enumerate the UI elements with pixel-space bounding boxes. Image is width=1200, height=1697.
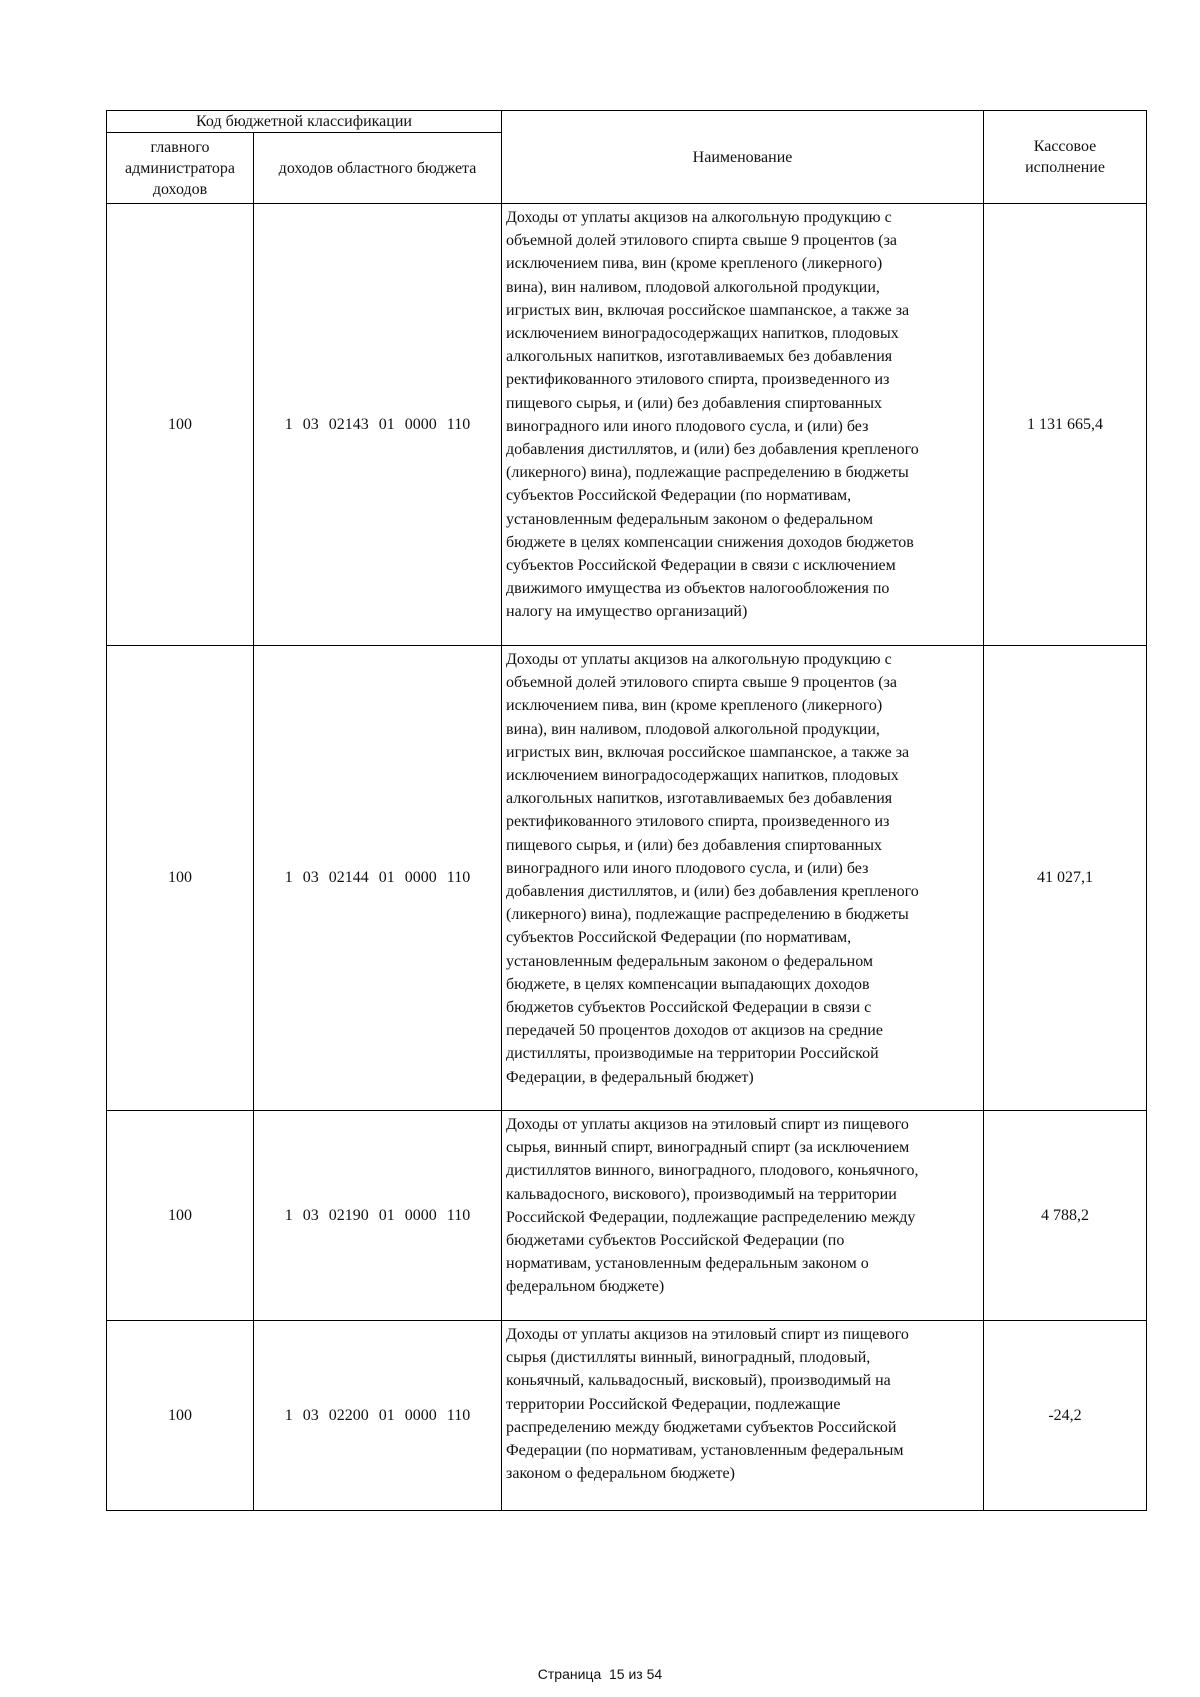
name-line: добавления дистиллятов, и (или) без добавления крепленого xyxy=(506,441,919,459)
name-line: ректификованного этилового спирта, произведенного из xyxy=(506,371,890,389)
name-line: исключением пива, вин (кроме крепленого (ликерного) xyxy=(506,697,883,715)
cell-name xyxy=(502,1321,984,1511)
cell-income-code: 1 03 02144 01 0000 110 xyxy=(254,646,502,1111)
name-line: бюджете, в целях компенсации выпадающих доходов xyxy=(506,975,870,993)
name-line: субъектов Российской Федерации в связи с исключением xyxy=(506,557,896,575)
header-admin-line-1: главного xyxy=(150,138,210,156)
name-line: субъектов Российской Федерации (по нормативам, xyxy=(506,487,852,505)
header-amount xyxy=(984,111,1147,204)
cell-income-code: 1 03 02143 01 0000 110 xyxy=(254,204,502,646)
page-total: 54 xyxy=(646,1666,663,1682)
name-line: игристых вин, включая российское шампанское, а также за xyxy=(506,301,910,319)
name-line: Российской Федерации, подлежащие распределению между xyxy=(506,1208,916,1226)
header-amount-line-2: исполнение xyxy=(1025,159,1105,176)
name-line: алкогольных напитков, изготавливаемых без добавления xyxy=(506,790,893,808)
header-admin xyxy=(107,133,254,204)
name-line: нормативам, установленным федеральным законом о xyxy=(506,1255,869,1273)
name-line: федеральном бюджете) xyxy=(506,1278,665,1296)
cell-amount: 4 788,2 xyxy=(984,1111,1147,1321)
name-line: виноградного или иного плодового сусла, и (или) без xyxy=(506,417,869,435)
cell-admin-code: 100 xyxy=(107,204,254,646)
cell-income-code: 1 03 02190 01 0000 110 xyxy=(254,1111,502,1321)
header-amount-line-1: Кассовое xyxy=(1033,138,1097,155)
name-line: Доходы от уплаты акцизов на алкогольную продукцию с xyxy=(506,651,892,668)
name-line: кальвадосного, вискового), производимый на территории xyxy=(506,1185,897,1203)
name-line: дистилляты, производимые на территории Российской xyxy=(506,1045,879,1063)
cell-amount: 1 131 665,4 xyxy=(984,204,1147,646)
name-line: дистиллятов винного, виноградного, плодового, коньячного, xyxy=(506,1162,919,1180)
name-line: бюджетами субъектов Российской Федерации (по xyxy=(506,1232,845,1250)
name-line: установленным федеральным законом о федеральном xyxy=(506,952,874,970)
page-current: 15 xyxy=(609,1666,625,1682)
name-line: ректификованного этилового спирта, произведенного из xyxy=(506,813,890,831)
name-line: вина), вин наливом, плодовой алкогольной продукции, xyxy=(506,720,880,738)
name-line: территории Российской Федерации, подлежащие xyxy=(506,1395,841,1413)
cell-admin-code: 100 xyxy=(107,1321,254,1511)
name-line: движимого имущества из объектов налогообложения по xyxy=(506,580,890,598)
name-line: объемной долей этилового спирта свыше 9 процентов (за xyxy=(506,674,897,692)
name-line: Доходы от уплаты акцизов на алкогольную продукцию с xyxy=(506,209,892,226)
name-line: распределению между бюджетами субъектов Российской xyxy=(506,1418,897,1436)
name-line: пищевого сырья, и (или) без добавления спиртованных xyxy=(506,836,882,854)
name-line: коньячный, кальвадосный, висковый), производимый на xyxy=(506,1372,891,1390)
header-admin-line-3: доходов xyxy=(152,180,208,198)
name-line: пищевого сырья, и (или) без добавления спиртованных xyxy=(506,394,882,412)
table-row xyxy=(107,1111,1147,1321)
name-line: Доходы от уплаты акцизов на этиловый спирт из пищевого xyxy=(506,1116,909,1133)
name-line: исключением пива, вин (кроме крепленого (ликерного) xyxy=(506,255,883,273)
name-line: Федерации, в федеральный бюджет) xyxy=(506,1068,754,1086)
cell-amount: -24,2 xyxy=(984,1321,1147,1511)
name-line: объемной долей этилового спирта свыше 9 процентов (за xyxy=(506,232,897,250)
page-footer xyxy=(0,1666,1200,1682)
page-of: из xyxy=(628,1666,643,1682)
name-line: бюджетов субъектов Российской Федерации в связи с xyxy=(506,999,872,1017)
name-line: алкогольных напитков, изготавливаемых без добавления xyxy=(506,348,893,366)
cell-admin-code: 100 xyxy=(107,646,254,1111)
cell-name xyxy=(502,204,984,646)
name-line: (ликерного) вина), подлежащие распределению в бюджеты xyxy=(506,464,909,482)
header-name: Наименование xyxy=(502,111,984,204)
name-line: законом о федеральном бюджете) xyxy=(506,1465,735,1483)
cell-admin-code: 100 xyxy=(107,1111,254,1321)
table-body xyxy=(107,204,1147,1511)
name-line: (ликерного) вина), подлежащие распределению в бюджеты xyxy=(506,906,909,924)
name-line: исключением виноградосодержащих напитков, плодовых xyxy=(506,325,899,343)
name-line: исключением виноградосодержащих напитков, плодовых xyxy=(506,767,899,785)
name-line: установленным федеральным законом о федеральном xyxy=(506,510,874,528)
name-line: бюджете в целях компенсации снижения доходов бюджетов xyxy=(506,533,914,551)
budget-table xyxy=(106,110,1147,1511)
name-line: Федерации (по нормативам, установленным федеральным xyxy=(506,1442,904,1460)
name-line: игристых вин, включая российское шампанское, а также за xyxy=(506,743,910,761)
name-line: налогу на имущество организаций) xyxy=(506,603,748,621)
cell-name xyxy=(502,646,984,1111)
name-line: добавления дистиллятов, и (или) без добавления крепленого xyxy=(506,883,919,901)
table-row xyxy=(107,204,1147,646)
header-income: доходов областного бюджета xyxy=(254,133,502,204)
name-line: вина), вин наливом, плодовой алкогольной продукции, xyxy=(506,278,880,296)
name-line: сырья (дистилляты винный, виноградный, плодовый, xyxy=(506,1349,871,1367)
page-label: Страница xyxy=(537,1666,602,1682)
header-admin-line-2: администратора xyxy=(125,159,235,177)
table-row xyxy=(107,646,1147,1111)
table-row xyxy=(107,1321,1147,1511)
name-line: Доходы от уплаты акцизов на этиловый спирт из пищевого xyxy=(506,1326,909,1343)
cell-name xyxy=(502,1111,984,1321)
cell-income-code: 1 03 02200 01 0000 110 xyxy=(254,1321,502,1511)
name-line: субъектов Российской Федерации (по нормативам, xyxy=(506,929,852,947)
header-group-label: Код бюджетной классификации xyxy=(107,111,502,133)
name-line: передачей 50 процентов доходов от акцизов на средние xyxy=(506,1022,883,1040)
cell-amount: 41 027,1 xyxy=(984,646,1147,1111)
name-line: виноградного или иного плодового сусла, и (или) без xyxy=(506,859,869,877)
name-line: сырья, винный спирт, виноградный спирт (за исключением xyxy=(506,1139,910,1157)
